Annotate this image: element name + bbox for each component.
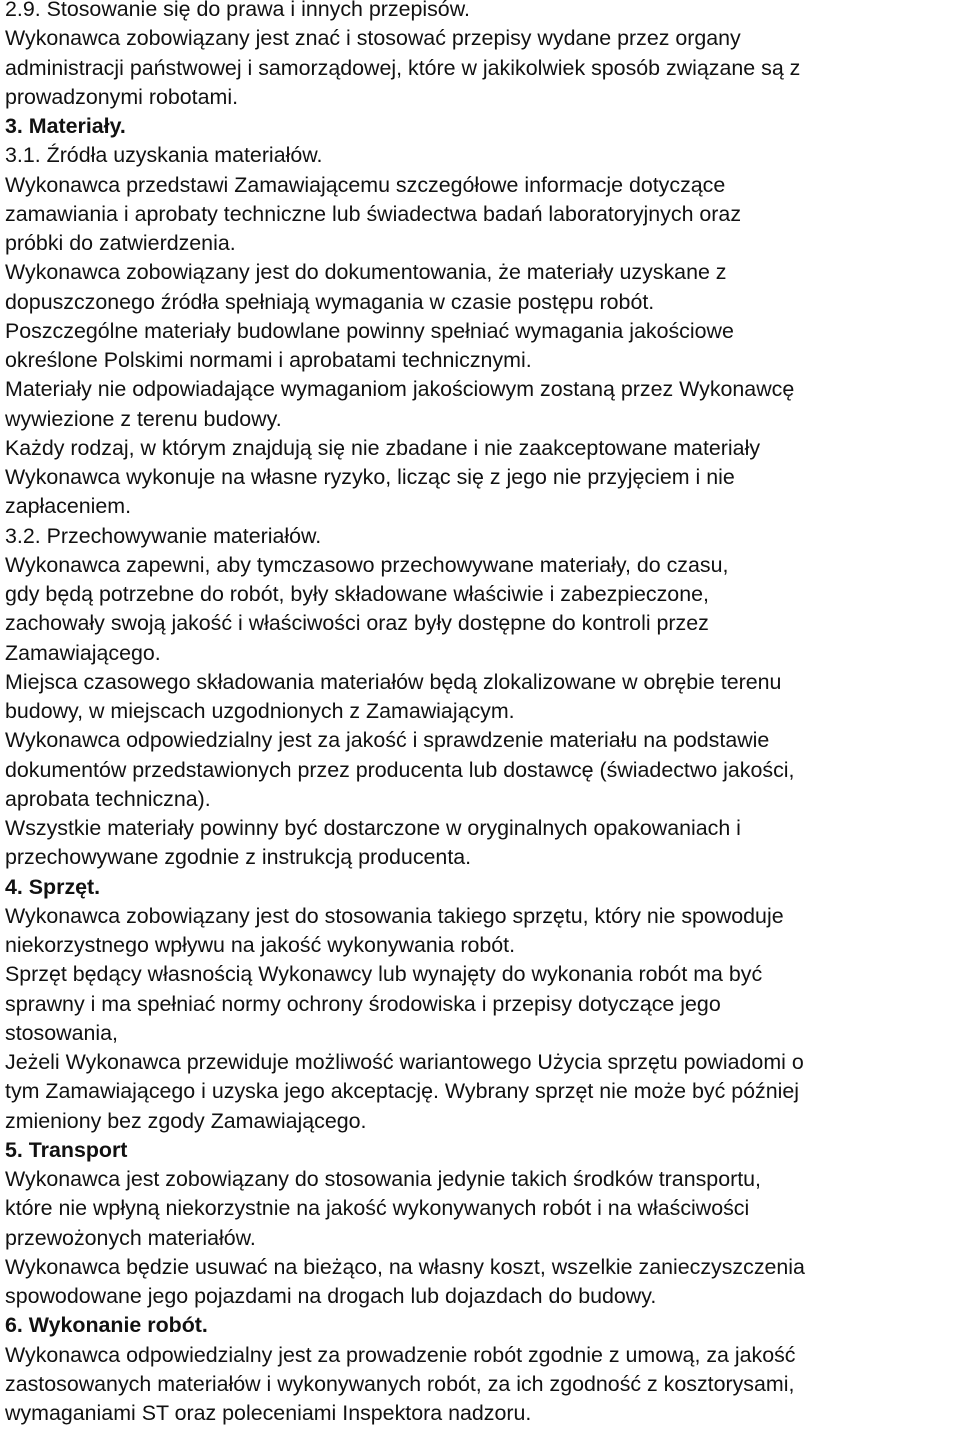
paragraph-line: Wykonawca będzie usuwać na bieżąco, na własny koszt, wszelkie zanieczyszczenia: [5, 1254, 805, 1279]
paragraph-line: przechowywane zgodnie z instrukcją producenta.: [5, 845, 472, 870]
section-heading-2-9: 2.9. Stosowanie się do prawa i innych przepisów.: [5, 0, 470, 21]
paragraph-line: zachowały swoją jakość i właściwości oraz były dostępne do kontroli przez: [5, 611, 709, 636]
document-page: [5, 0, 957, 1428]
paragraph-line: zmieniony bez zgody Zamawiającego.: [5, 1108, 367, 1133]
section-heading-6: 6. Wykonanie robót.: [5, 1313, 208, 1338]
paragraph-line: Wykonawca zobowiązany jest do stosowania takiego sprzętu, który nie spowoduje: [5, 903, 784, 928]
paragraph-line: zapłaceniem.: [5, 494, 132, 519]
paragraph-line: określone Polskimi normami i aprobatami technicznymi.: [5, 348, 532, 372]
paragraph-line: spowodowane jego pojazdami na drogach lub dojazdach do budowy.: [5, 1284, 657, 1308]
paragraph-line: próbki do zatwierdzenia.: [5, 231, 236, 255]
paragraph-line: Jeżeli Wykonawca przewiduje możliwość wariantowego Użycia sprzętu powiadomi o: [5, 1050, 804, 1074]
paragraph-line: administracji państwowej i samorządowej, które w jakikolwiek sposób związane są z: [5, 55, 801, 80]
paragraph-line: Zamawiającego.: [5, 640, 161, 665]
paragraph-line: Każdy rodzaj, w którym znajdują się nie zbadane i nie zaakceptowane materiały: [5, 435, 761, 460]
paragraph-line: które nie wpłyną niekorzystnie na jakość wykonywanych robót i na właściwości: [5, 1196, 750, 1221]
paragraph-line: Wykonawca odpowiedzialny jest za jakość i sprawdzenie materiału na podstawie: [5, 728, 770, 753]
paragraph-line: Sprzęt będący własnością Wykonawcy lub wynajęty do wykonania robót ma być: [5, 962, 763, 987]
paragraph-line: budowy, w miejscach uzgodnionych z Zamawiającym.: [5, 699, 515, 723]
paragraph-line: Wykonawca przedstawi Zamawiającemu szczegółowe informacje dotyczące: [5, 172, 726, 197]
paragraph-line: sprawny i ma spełniać normy ochrony środowiska i przepisy dotyczące jego: [5, 991, 721, 1016]
paragraph-line: przewożonych materiałów.: [5, 1225, 256, 1250]
paragraph-line: wywiezione z terenu budowy.: [5, 406, 282, 431]
paragraph-line: stosowania,: [5, 1020, 118, 1045]
paragraph-line: dopuszczonego źródła spełniają wymagania w czasie postępu robót.: [5, 289, 655, 314]
paragraph-line: prowadzonymi robotami.: [5, 84, 239, 109]
paragraph-line: Materiały nie odpowiadające wymaganiom jakościowym zostaną przez Wykonawcę: [5, 377, 795, 402]
paragraph-line: Wykonawca zobowiązany jest do dokumentowania, że materiały uzyskane z: [5, 260, 727, 285]
paragraph-line: Wykonawca jest zobowiązany do stosowania jedynie takich środków transportu,: [5, 1167, 761, 1191]
paragraph-line: Poszczególne materiały budowlane powinny spełniać wymagania jakościowe: [5, 318, 734, 343]
subsection-heading-3-1: 3.1. Źródła uzyskania materiałów.: [5, 143, 323, 168]
section-heading-5: 5. Transport: [5, 1137, 128, 1162]
paragraph-line: zamawiania i aprobaty techniczne lub świadectwa badań laboratoryjnych oraz: [5, 201, 742, 226]
paragraph-line: wymaganiami ST oraz poleceniami Inspektora nadzoru.: [5, 1401, 532, 1425]
paragraph-line: Miejsca czasowego składowania materiałów będą zlokalizowane w obrębie terenu: [5, 669, 782, 694]
paragraph-line: niekorzystnego wpływu na jakość wykonywania robót.: [5, 933, 516, 957]
paragraph-line: Wykonawca odpowiedzialny jest za prowadzenie robót zgodnie z umową, za jakość: [5, 1342, 796, 1367]
section-heading-4: 4. Sprzęt.: [5, 874, 101, 899]
paragraph-line: Wszystkie materiały powinny być dostarczone w oryginalnych opakowaniach i: [5, 816, 741, 840]
paragraph-line: aprobata techniczna).: [5, 786, 211, 811]
paragraph-line: gdy będą potrzebne do robót, były składowane właściwie i zabezpieczone,: [5, 582, 709, 606]
paragraph-line: Wykonawca zapewni, aby tymczasowo przechowywane materiały, do czasu,: [5, 552, 729, 577]
paragraph-line: Wykonawca zobowiązany jest znać i stosować przepisy wydane przez organy: [5, 26, 741, 51]
subsection-heading-3-2: 3.2. Przechowywanie materiałów.: [5, 523, 322, 548]
paragraph-line: dokumentów przedstawionych przez producenta lub dostawcę (świadectwo jakości,: [5, 757, 795, 782]
section-heading-3: 3. Materiały.: [5, 114, 126, 138]
paragraph-line: Wykonawca wykonuje na własne ryzyko, licząc się z jego nie przyjęciem i nie: [5, 465, 735, 489]
paragraph-line: tym Zamawiającego i uzyska jego akceptację. Wybrany sprzęt nie może być później: [5, 1079, 799, 1104]
paragraph-line: zastosowanych materiałów i wykonywanych robót, za ich zgodność z kosztorysami,: [5, 1371, 795, 1396]
